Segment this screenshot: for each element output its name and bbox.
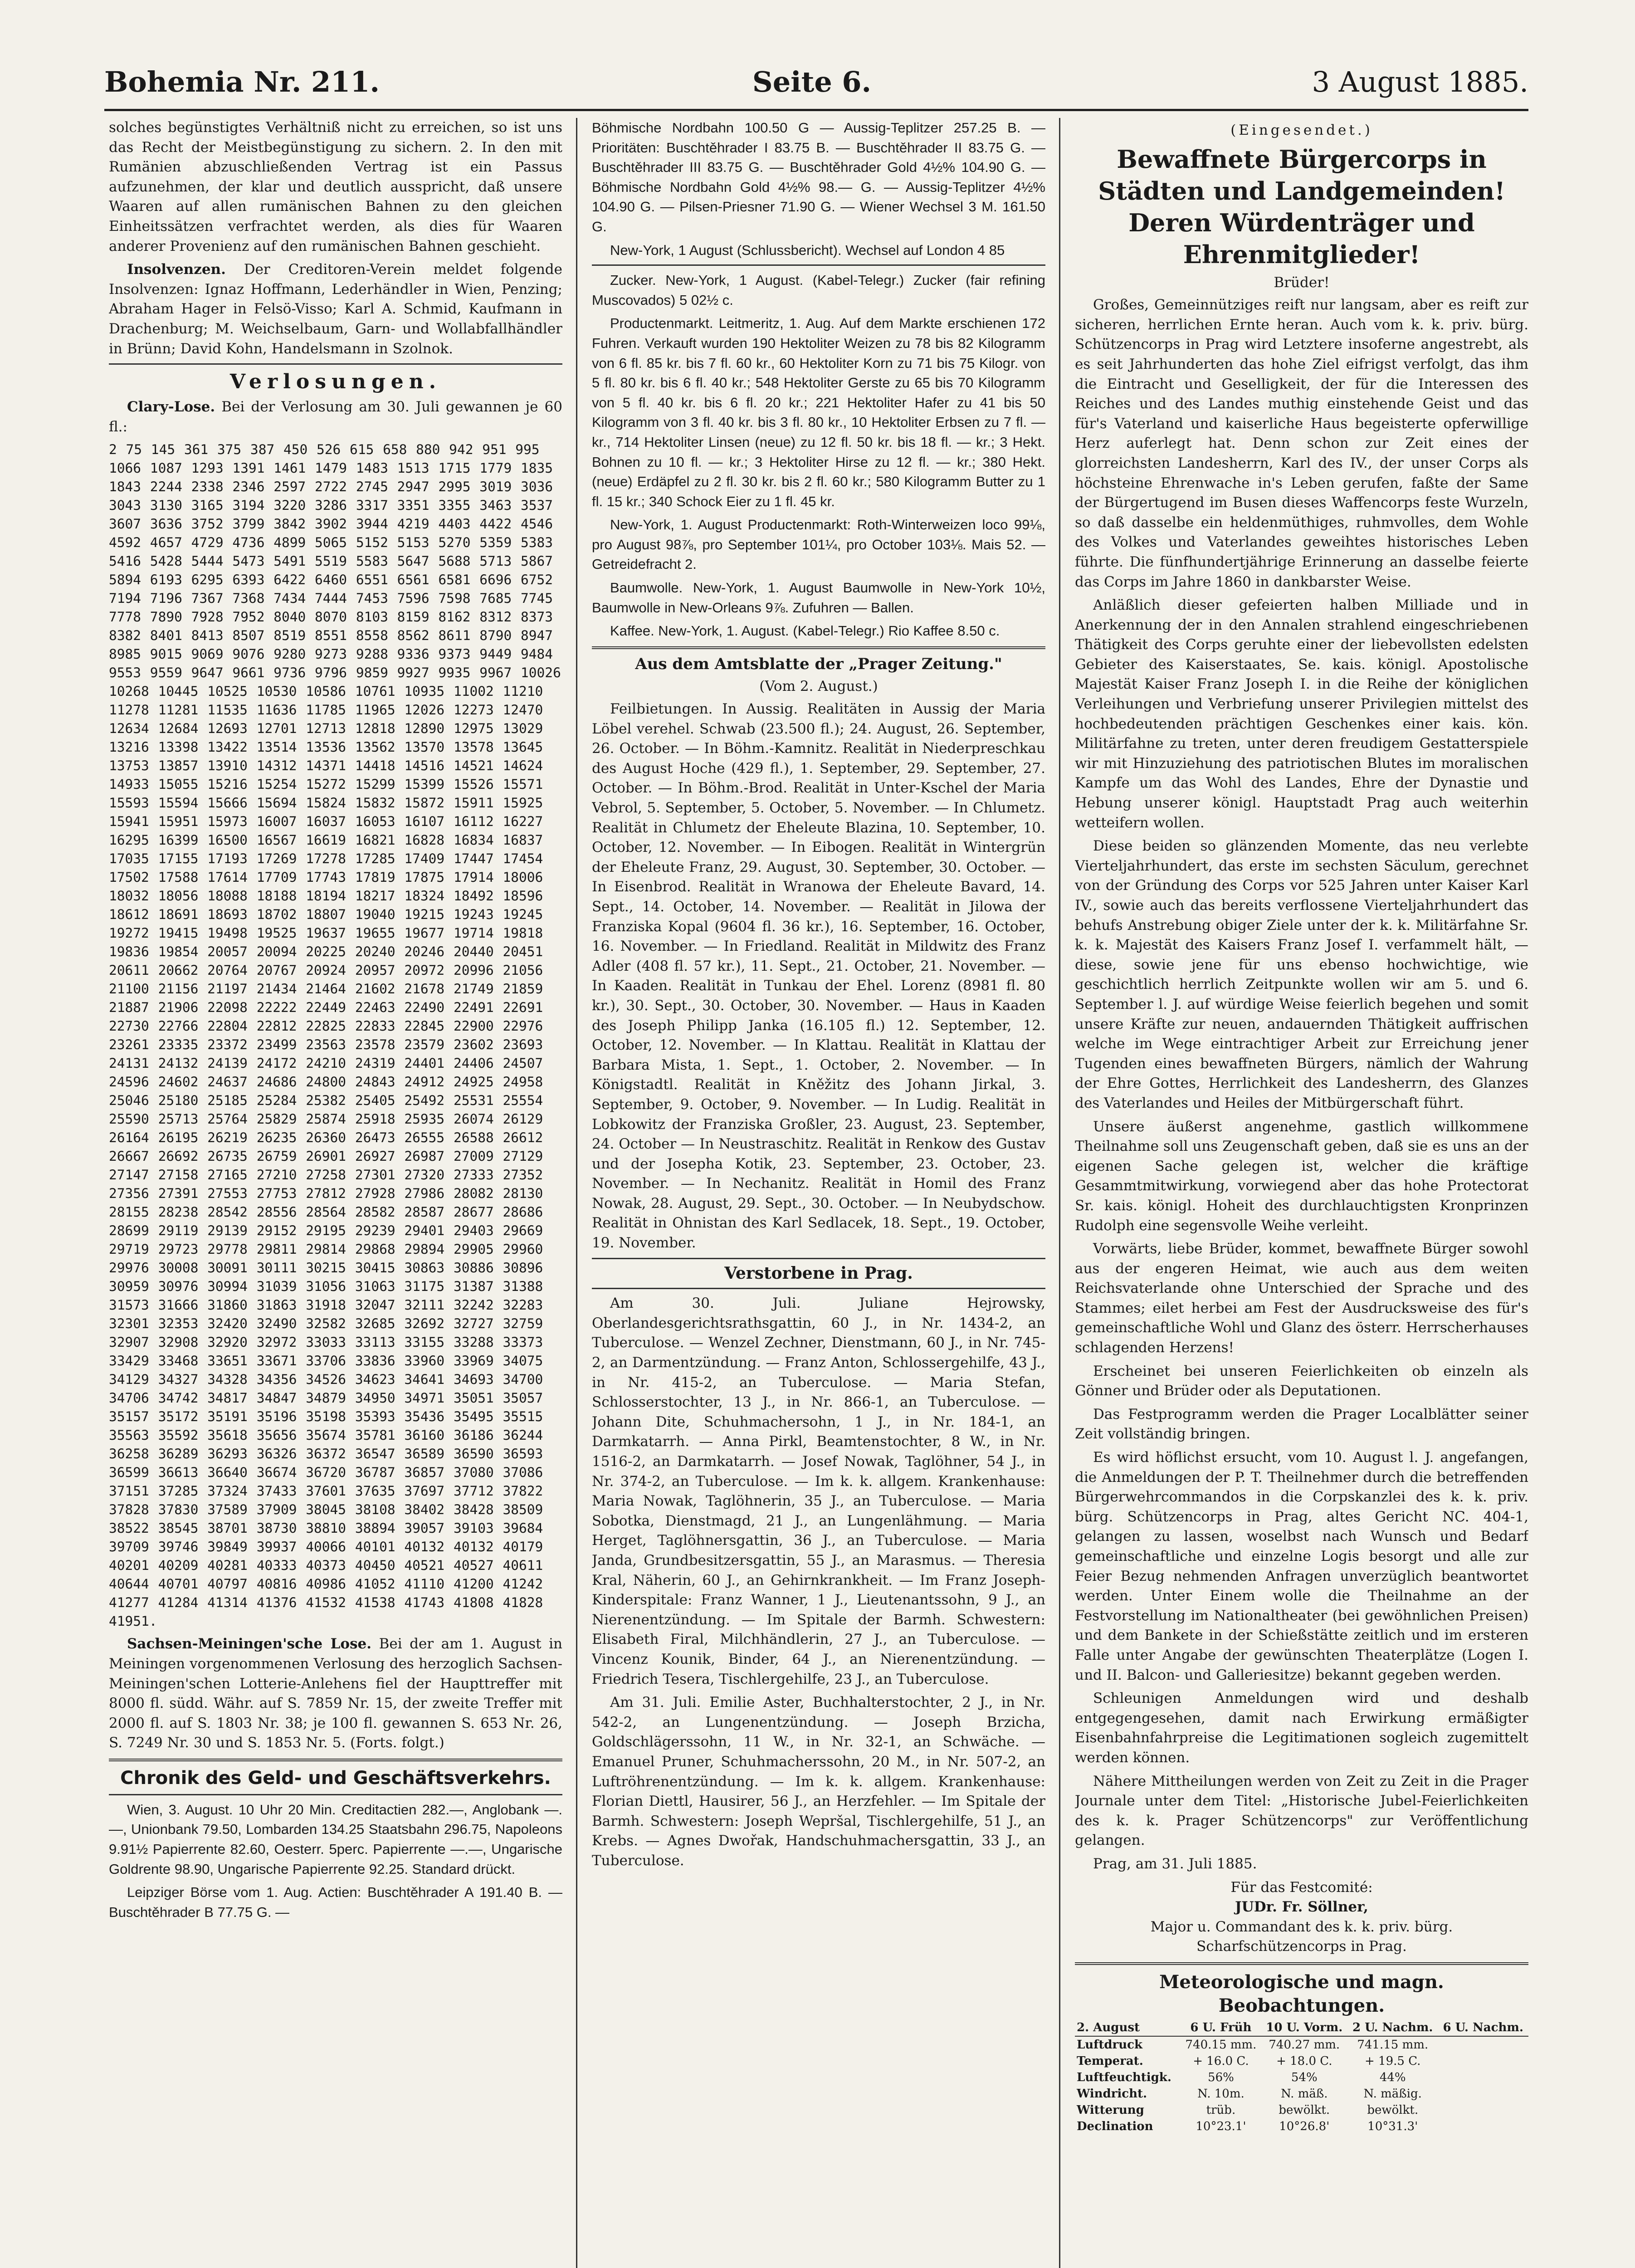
zucker-report: Zucker. New-York, 1 August. (Kabel-Telegr.) Zucker (fair refining Muscovados) 5 02½ c. [592, 272, 1045, 308]
amtsblatt-subtitle: (Vom 2. August.) [759, 678, 878, 695]
appeal-paragraph-3: Diese beiden so glänzenden Momente, das neu verlebte Vierteljahrhundert, das erste im sechsten Säculum, gerechnet von der Gründung des Corps vor 525 Jahren unter Kaiser Karl IV., sowie auch das bereits verflossene Vierteljahrhundert das behufs Anstrebung obiger Ziele unter der k. k. Militärfahne Sr. k. k. Majestät des Kaisers Franz Josef I. verfammelt hält, — diese, sowie jene für uns ebenso hochwichtige, wie geschichtlich herrlich Zeitpunkte wollen wir am 5. und 6. September l. J. auf würdige Weise feierlich begehen und somit unsere Kräfte zur neuen, andauernden Thätigkeit auffrischen welche im Wege eintrachtiger Arbeit zur Erreichung jener Tugenden eines bewaffneten Bürgers, nämlich der Wahrung der Ehre Gottes, Herrlichkeit des Landesherrn, des Glanzes des Vaterlandes und Heiles der Mitbürgerschaft führt. [1075, 838, 1528, 1111]
boerse-continued: Böhmische Nordbahn 100.50 G — Aussig-Teplitzer 257.25 B. — Prioritäten: Buschtěhrader I 83.75 B. — Buschtěhrader II 83.75 G. — Buschtěhrader III 83.75 G. — Buschtěhrader Gold 4½% 104.90 G. — Böhmische Nordbahn Gold 4½% 98.— G. — Aussig-Teplitzer 4½% 104.90 G. — Pilsen-Priesner 71.90 G. — Wiener Wechsel 3 M. 161.50 G. [592, 120, 1045, 235]
masthead-left: Bohemia Nr. 211. [104, 65, 380, 98]
appeal-title: Bewaffnete Bürgercorps in Städten und Landgemeinden! [1098, 144, 1505, 205]
table-cell: trüb. [1206, 2103, 1236, 2117]
clary-paragraph [109, 397, 562, 437]
appeal-subtitle: Deren Würdenträger und Ehrenmitglieder! [1128, 208, 1475, 269]
divider [109, 1759, 562, 1761]
page-number: Seite 6. [752, 65, 872, 98]
newspaper-page [104, 59, 1528, 2268]
signature-for: Für das Festcomité: [1230, 1879, 1373, 1896]
table-cell: Temperat. [1077, 2054, 1143, 2068]
table-cell [1438, 2102, 1528, 2118]
appeal-paragraph-10: Nähere Mittheilungen werden von Zeit zu Zeit in die Prager Journale unter dem Titel: „Historische Jubel-Feierlichkeiten des k. k. Prager Schützencorps" zur Veröffentlichung gelangen. [1075, 1773, 1528, 1849]
table-row [1075, 2053, 1528, 2069]
verstorbene-30-juli: Am 30. Juli. Juliane Hejrowsky, Oberlandesgerichtsrathsgattin, 60 J., in Nr. 1434-2, an Tuberculose. — Wenzel Zechner, Dienstmann, 60 J., in Nr. 745-2, an Darmentzündung. — Franz Anton, Schlossergehilfe, 43 J., in Nr. 415-2, an Tuberculose. — Maria Stefan, Schlosserstochter, 13 J., in Nr. 866-1, an Tuberculose. — Johann Dite, Schuhmachersohn, 1 J., in Nr. 184-1, an Darmkatarrh. — Anna Pirkl, Beamtenstochter, 8 W., in Nr. 1516-2, an Darmkatarrh. — Josef Nowak, Taglöhner, 54 J., in Nr. 374-2, an Tuberculose. — Im k. k. allgem. Krankenhause: Maria Nowak, Taglöhnerin, 35 J., an Tuberculose. — Maria Sobotka, Dienstmagd, 21 J., an Lungenlähmung. — Maria Herget, Taglöhnersgattin, 36 J., an Tuberculose. — Maria Janda, Grundbesitzersgattin, 55 J., an Marasmus. — Theresia Kral, Näherin, 60 J., an Gehirnkrankheit. — Im Franz Joseph-Kinderspitale: Franz Wanner, 1 J., Lieutenantssohn, 9 J., an Nierenentzündung. — Im Spitale der Barmh. Schwestern: Elisabeth Firal, Milchhändlerin, 27 J., an Tuberculose. — Vincenz Kounik, Binder, 64 J., an Nierenentzündung. — Friedrich Tesera, Tischlergehilfe, 23 J., an Tuberculose. [592, 1295, 1045, 1687]
table-cell: Windricht. [1077, 2087, 1147, 2101]
table-cell: 10°23.1' [1196, 2119, 1246, 2133]
table-cell: 54% [1291, 2070, 1318, 2084]
table-cell: N. 10m. [1197, 2087, 1245, 2101]
appeal-paragraph-2: Anläßlich dieser gefeierten halben Milliade und in Anerkennung der in den Annalen strahlend eingeschriebenen Thätigkeit des Corps geruhte einer der liebevollsten edelsten Gebieter des Kaiserstaates, Se. kais. königl. Apostolische Majestät Kaiser Franz Joseph I. in die Reihe der königlichen Verleihungen und Verbriefung unserer Privilegien mittelst des hochbedeutenden prächtigen Geschenkes einer kais. kön. Militärfahne zu treten, unter deren freudigem Gestatterspiele wir mit Hinzuziehung des patriotischen Blutes im moralischen Kampfe um das Wohl des Landes, Ehre der Dynastie und Hebung unserer königl. Hauptstadt Prag auch weiterhin wetteifern wollen. [1075, 597, 1528, 831]
table-header: 2. August [1075, 2019, 1181, 2036]
page-header [104, 59, 1528, 111]
appeal-paragraph-9: Schleunigen Anmeldungen wird und deshalb entgegengesehen, damit nach Erwirkung ermäßigter Eisenbahnfahrpreise die Legitimationen sogleich zugemittelt werden können. [1075, 1690, 1528, 1766]
intro-paragraph: solches begünstigtes Verhältniß nicht zu erreichen, so ist uns das Recht der Meistbegünstigung zu sichern. 2. In den mit Rumänien abzuschließenden Vertrag ist ein Passus aufzunehmen, der klar und deutlich ausspricht, daß unsere Waaren auf allen rumänischen Bahnen zu den gleichen Einheitssätzen verfrachtet werden, als dies für Waaren anderer Provenienz auf den rumänischen Bahnen geschieht. [109, 119, 562, 254]
table-cell: Witterung [1077, 2103, 1144, 2117]
column-3 [1075, 118, 1528, 2268]
table-header: 6 U. Nachm. [1438, 2019, 1528, 2036]
table-cell: N. mäß. [1281, 2087, 1328, 2101]
signature-title: Major u. Commandant des k. k. priv. bürg. Scharfschützencorps in Prag. [1150, 1918, 1453, 1955]
amtsblatt-title: Aus dem Amtsblatte der „Prager Zeitung." [635, 655, 1002, 673]
table-row [1075, 2102, 1528, 2118]
verstorbene-title: Verstorbene in Prag. [724, 1263, 913, 1283]
verstorbene-31-juli: Am 31. Juli. Emilie Aster, Buchhalterstochter, 2 J., in Nr. 542-2, an Lungenentzündung. — Joseph Brzicha, Goldschlägerssohn, 11 W., in Nr. 32-1, an Schwäche. — Emanuel Pruner, Schuhmacherssohn, 20 M., in Nr. 507-2, an Luftröhrenentzündung. — Im k. k. allgem. Krankenhause: Florian Diettl, Hausirer, 56 J., an Herzfehler. — Im Spitale der Barmh. Schwestern: Joseph Wepršal, Tischlergehilfe, 51 J., an Krebs. — Agnes Dwořak, Handschuhmachersgattin, 33 J., an Tuberculose. [592, 1694, 1045, 1869]
table-cell: + 19.5 C. [1365, 2054, 1421, 2068]
insolvenzen-text: Der Creditoren-Verein meldet folgende Insolvenzen: Ignaz Hoffmann, Lederhändler in Wien, Penzing; Abraham Hager in Felsö-Visso; Karl A. Schmid, Kaufmann in Drachenburg; M. Weichselbaum, Garn- und Wollabfallhändler in Brünn; David Kohn, Handelsmann in Szolnok. [109, 261, 562, 357]
table-row [1075, 2036, 1528, 2053]
kaffee-report: Kaffee. New-York, 1. August. (Kabel-Telegr.) Rio Kaffee 8.50 c. [610, 623, 1000, 639]
appeal-paragraph-4: Unsere äußerst angenehme, gastlich willkommene Theilnahme soll uns Zeugenschaft geben, daß sie es uns an der eigenen Sache gelegen ist, welcher die kräftige Gesammtmitwirkung, vorwiegend aber das hohe Protectorat Sr. kais. königl. Hoheit des durchlauchtigsten Kronprinzen Rudolph eine segensvolle Weihe verleiht. [1075, 1118, 1528, 1234]
table-cell: Declination [1077, 2119, 1153, 2133]
divider [109, 1794, 562, 1795]
divider [592, 264, 1045, 266]
chronik-title: Chronik des Geld- und Geschäftsverkehrs. [120, 1767, 551, 1789]
appeal-paragraph-5: Vorwärts, liebe Brüder, kommet, bewaffnete Bürger sowohl aus der engeren Heimat, wie auch aus dem weiten Reichsvaterlande ohne Unterschied der Sprache und des Stammes; eilet herbei am Fest der Ausdrucksweise des für's gemeinschaftliche Wohl und Glanz des österr. Herrscherhauses schlagenden Herzens! [1075, 1241, 1528, 1356]
insolvenzen-label: Insolvenzen. [127, 261, 226, 278]
table-cell [1438, 2069, 1528, 2086]
meteorology-table [1075, 2019, 1528, 2135]
table-cell: Luftfeuchtigk. [1077, 2070, 1171, 2084]
table-cell [1438, 2053, 1528, 2069]
table-cell: + 18.0 C. [1276, 2054, 1332, 2068]
table-cell [1438, 2036, 1528, 2053]
greeting: Brüder! [1274, 274, 1330, 291]
sachsen-paragraph [109, 1634, 562, 1753]
table-cell [1438, 2118, 1528, 2135]
table-header-row [1075, 2019, 1528, 2036]
table-row [1075, 2118, 1528, 2135]
appeal-paragraph-7: Das Festprogramm werden die Prager Localblätter seiner Zeit vollständig bringen. [1075, 1406, 1528, 1442]
table-header: 2 U. Nachm. [1347, 2019, 1438, 2036]
table-cell: 740.27 mm. [1269, 2038, 1340, 2052]
issue-date: 3 August 1885. [1312, 65, 1528, 98]
table-cell: 10°26.8' [1279, 2119, 1330, 2133]
table-cell: + 16.0 C. [1193, 2054, 1249, 2068]
verlosungen-title: Verlosungen. [229, 370, 442, 394]
appeal-paragraph-8: Es wird höflichst ersucht, vom 10. August l. J. angefangen, die Anmeldungen der P. T. Theilnehmer durch die betreffenden Bürgerwehrcommandos in die Corpskanzlei des k. k. priv. bürg. Schützencorps in Prag, altes Gericht NC. 404-1, gelangen zu lassen, woselbst nach Wunsch und Bedarf gemeinschaftliche und einzelne Logis besorgt und alle zur Feier Bezug nehmenden Anfragen unverzüglich beantwortet werden. Unter Einem wolle die Theilnahme an der Festvorstellung im Nationaltheater (bei gewöhnlichen Preisen) und dem Bankete in der Schießstätte zeitlich und im ersteren Falle unter Angabe der gewünschten Theaterplätze (Logen I. und II. Balcon- und Galleriesitze) bekannt gegeben werden. [1075, 1449, 1528, 1683]
table-cell: 10°31.3' [1367, 2119, 1418, 2133]
column-1 [109, 118, 562, 2268]
column-rule-2 [1059, 118, 1060, 2268]
baumwolle-report: Baumwolle. New-York, 1. August Baumwolle in New-York 10½, Baumwolle in New-Orleans 9⅞. Zufuhren — Ballen. [592, 580, 1045, 616]
table-cell: 740.15 mm. [1185, 2038, 1257, 2052]
column-rule-1 [576, 118, 577, 2268]
newyork-products: New-York, 1. August Productenmarkt: Roth-Winterweizen loco 99⅛, pro August 98⅞, pro September 101¼, pro October 103⅛. Mais 52. — Getreidefracht 2. [592, 517, 1045, 572]
appeal-paragraph-6: Erscheinet bei unseren Feierlichkeiten ob einzeln als Gönner und Brüder oder als Deputationen. [1075, 1363, 1528, 1399]
productenmarkt-report: Productenmarkt. Leitmeritz, 1. Aug. Auf dem Markte erschienen 172 Fuhren. Verkauft wurden 190 Hektoliter Weizen zu 78 bis 82 Kilogramm von 6 fl. 85 kr. bis 7 fl. 60 kr., 60 Hektoliter Korn zu 71 bis 75 Kilogr. von 5 fl. 80 kr. bis 6 fl. 40 kr.; 548 Hektoliter Gerste zu 65 bis 70 Kilogramm von 5 fl. 40 kr. bis 6 fl. 20 kr.; 221 Hektoliter Hafer zu 41 bis 50 Kilogramm von 3 fl. 40 kr. bis 3 fl. 80 kr., 10 Hektoliter Erbsen zu 7 fl. — kr., 714 Hektoliter Linsen (neue) zu 12 fl. 50 kr. bis 18 fl. — kr.; 3 Hekt. Bohnen zu 10 fl. — kr.; 3 Hektoliter Hirse zu 12 fl. — kr.; 380 Hekt. (neue) Erdäpfel zu 2 fl. 30 kr. bis 2 fl. 60 kr.; 580 Kilogramm Butter zu 1 fl. 15 kr.; 340 Schock Eier zu 1 fl. 45 kr. [592, 315, 1045, 509]
clary-label: Clary-Lose. [127, 399, 215, 415]
table-row [1075, 2069, 1528, 2086]
table-cell: bewölkt. [1279, 2103, 1330, 2117]
divider [592, 1258, 1045, 1259]
appeal-paragraph-1: Großes, Gemeinnütziges reift nur langsam, aber es reift zur sicheren, herrlichen Ernte heran. Auch vom k. k. priv. bürg. Schützencorps in Prag wird Letztere insoferne angestrebt, als es seit Jahrhunderten das hohe Ziel eifrigst verfolgt, das ihm die Eintracht und Geselligkeit, der für die Interessen des Reiches und des Landes muthig einstehende Geist und das für's Vaterland und kaiserliche Haus begeisterte opferwillige Herz auferlegt hat. Denn schon zur Zeit eines der glorreichsten Landesherrn, Karl des IV., der unser Corps als höchsteine Ehrenwache in's Leben gerufen, faßte der Same der Bürgertugend im Busen dieses Waffencorps feste Wurzeln, so daß dasselbe ein heldenmüthiges, ruhmvolles, dem Wohle des Volkes und Vaterlandes geweihtes historisches Leben führte. Die fünfhundertjährige Erinnerung an dasselbe feierte das Corps im Jahre 1860 in dankbarster Weise. [1075, 297, 1528, 590]
table-cell: Luftdruck [1077, 2038, 1143, 2052]
divider [592, 1288, 1045, 1289]
sachsen-label: Sachsen-Meiningen'sche Lose. [127, 1636, 372, 1652]
table-cell: 741.15 mm. [1357, 2038, 1429, 2052]
eingesendet-label: (Eingesendet.) [1230, 122, 1373, 138]
signature-name: JUDr. Fr. Söllner, [1235, 1899, 1368, 1916]
table-row [1075, 2086, 1528, 2102]
table-cell: bewölkt. [1367, 2103, 1419, 2117]
clary-intro: Bei der Verlosung am 30. Juli gewannen je 60 fl.: [109, 399, 562, 435]
insolvenzen-paragraph [109, 260, 562, 359]
column-2 [592, 118, 1045, 2268]
divider [592, 646, 1045, 649]
table-header: 6 U. Früh [1181, 2019, 1261, 2036]
sachsen-text: Bei der am 1. August in Meiningen vorgenommenen Verlosung des herzoglich Sachsen-Meiningen'schen Lotterie-Anlehens fiel der Haupttreffer mit 8000 fl. südd. Währ. auf S. 7859 Nr. 15, der zweite Treffer mit 2000 fl. auf S. 1803 Nr. 38; je 100 fl. gewannen S. 653 Nr. 26, S. 7249 Nr. 30 und S. 1853 Nr. 5. (Forts. folgt.) [109, 1636, 562, 1751]
divider [109, 363, 562, 365]
meteorology-title: Meteorologische und magn. Beobachtungen. [1159, 1971, 1444, 2016]
signature-date: Prag, am 31. Juli 1885. [1093, 1855, 1257, 1872]
leipziger-report: Leipziger Börse vom 1. Aug. Actien: Buschtěhrader A 191.40 B. — Buschtěhrader B 77.75 G. — [109, 1884, 562, 1920]
amtsblatt-text: Feilbietungen. In Aussig. Realitäten in Aussig der Maria Löbel verehel. Schwab (23.500 fl.); 24. August, 26. September, 26. October. — In Böhm.-Kamnitz. Realität in Niederpreschkau des August Hoche (429 fl.), 1. September, 29. September, 27. October. — In Böhm.-Brod. Realität in Unter-Kschel der Maria Vebrol, 5. September, 5. October, 5. November. — In Chlumetz. Realität in Chlumetz der Eheleute Blazina, 10. September, 10. October, 12. November. — In Eibogen. Realität in Wintergrün der Eheleute Franz, 29. August, 30. September, 30. October. — In Eisenbrod. Realität in Wranowa der Eheleute Bavard, 14. Sept., 14. October, 14. November. — Realität in Jilowa der Franziska Kopal (9604 fl. 36 kr.), 16. September, 16. October, 16. November. — In Friedland. Realität in Mildwitz des Franz Adler (408 fl. 57 kr.), 11. Sept., 21. October, 21. November. — In Kaaden. Realität in Tunkau der Ehel. Lorenz (8981 fl. 80 kr.), 30. Sept., 30. October, 30. November. — Haus in Kaaden des Joseph Philipp Janka (16.105 fl.) 12. September, 12. October, 12. November. — In Klattau. Realität in Klattau der Barbara Mista, 1. Sept., 1. October, 2. November. — In Königstadtl. Realität in Kněžitz des Johann Jirkal, 3. September, 9. October, 9. November. — In Ludig. Realität in Lobkowitz der Franziska Großler, 23. August, 23. September, 24. October — In Neustraschitz. Realität in Renkow des Gustav und der Josepha Kotik, 23. September, 23. October, 23. November. — In Nechanitz. Realität in Homil des Franz Nowak, 28. August, 29. Sept., 30. October. — In Neubydschow. Realität in Ohnistan des Karl Sedlacek, 18. Sept., 19. October, 19. November. [592, 701, 1045, 1251]
table-cell [1438, 2086, 1528, 2102]
divider [1075, 1962, 1528, 1965]
table-cell: N. mäßig. [1363, 2087, 1422, 2101]
table-cell: 44% [1379, 2070, 1406, 2084]
clary-number-list: 2 75 145 361 375 387 450 526 615 658 880 942 951 995 1066 1087 1293 1391 1461 1479 1483 1513 1715 1779 1835 1843 2244 2338 2346 2597 2722 2745 2947 2995 3019 3036 3043 3130 3165 3194 3220 3286 3317 3351 3355 3463 3537 3607 3636 3752 3799 3842 3902 3944 4219 4403 4422 4546 4592 4657 4729 4736 4899 5065 5152 5153 5270 5359 5383 5416 5428 5444 5473 5491 5519 5583 5647 5688 5713 5867 5894 6193 6295 6393 6422 6460 6551 6561 6581 6696 6752 7194 7196 7367 7368 7434 7444 7453 7596 7598 7685 7745 7778 7890 7928 7952 8040 8070 8103 8159 8162 8312 8373 8382 8401 8413 8507 8519 8551 8558 8562 8611 8790 8947 8985 9015 9069 9076 9280 9273 9288 9336 9373 9449 9484 9553 9559 9647 9661 9736 9796 9859 9927 9935 9967 10026 10268 10445 10525 10530 10586 10761 10935 11002 11210 11278 11281 11535 11636 11785 11965 12026 12273 12470 12634 12684 12693 12701 12713 12818 12890 12975 13029 13216 13398 13422 13514 13536 13562 13570 13578 13645 13753 13857 13910 14312 14371 14418 14516 14521 14624 14933 15055 15216 15254 15272 15299 15399 15526 15571 15593 15594 15666 15694 15824 15832 15872 15911 15925 15941 15951 15973 16007 16037 16053 16107 16112 16227 16295 16399 16500 16567 16619 16821 16828 16834 16837 17035 17155 17193 17269 17278 17285 17409 17447 17454 17502 17588 17614 17709 17743 17819 17875 17914 18006 18032 18056 18088 18188 18194 18217 18324 18492 18596 18612 18691 18693 18702 18807 19040 19215 19243 19245 19272 19415 19498 19525 19637 19655 19677 19714 19818 19836 19854 20057 20094 20225 20240 20246 20440 20451 20611 20662 20764 20767 20924 20957 20972 20996 21056 21100 21156 21197 21434 21464 21602 21678 21749 21859 21887 21906 22098 22222 22449 22463 22490 22491 22691 22730 22766 22804 22812 22825 22833 22845 22900 22976 23261 23335 23372 23499 23563 23578 23579 23602 23693 24131 24132 24139 24172 24210 24319 24401 24406 24507 24596 24602 24637 24686 24800 24843 24912 24925 24958 25046 25180 25185 25284 25382 25405 25492 25531 25554 25590 25713 25764 25829 25874 25918 25935 26074 26129 26164 26195 26219 26235 26360 26473 26555 26588 26612 26667 26692 26735 26759 26901 26927 26987 27009 27129 27147 27158 27165 27210 27258 27301 27320 27333 27352 27356 27391 27553 27753 27812 27928 27986 28082 28130 28155 28238 28542 28556 28564 28582 28587 28677 28686 28699 29119 29139 29152 29195 29239 29401 29403 29669 29719 29723 29778 29811 29814 29868 29894 29905 29960 29976 30008 30091 30111 30215 30415 30863 30886 30896 30959 30976 30994 31039 31056 31063 31175 31387 31388 31573 31666 31860 31863 31918 32047 32111 32242 32283 32301 32353 32420 32490 32582 32685 32692 32727 32759 32907 32908 32920 32972 33033 33113 33155 33288 33373 33429 33468 33651 33671 33706 33836 33960 33969 34075 34129 34327 34328 34356 34526 34623 34641 34693 34700 34706 34742 34817 34847 34879 34950 34971 35051 35057 35157 35172 35191 35196 35198 35393 35436 35495 35515 35563 35592 35618 35656 35674 35781 36160 36186 36244 36258 36289 36293 36326 36372 36547 36589 36590 36593 36599 36613 36640 36674 36720 36787 36857 37080 37086 37151 37285 37324 37433 37601 37635 37697 37712 37822 37828 37830 37589 37909 38045 38108 38402 38428 38509 38522 38545 38701 38730 38810 38894 39057 39103 39684 39709 39746 39849 39937 40066 40101 40132 40132 40179 40201 40209 40281 40333 40373 40450 40521 40527 40611 40644 40701 40797 40816 40986 41052 41110 41200 41242 41277 41284 41314 41376 41532 41538 41743 41808 41828 41951. [109, 442, 561, 1629]
newyork-wechsel: New-York, 1 August (Schlussbericht). Wechsel auf London 4 85 [610, 242, 1005, 258]
table-cell: 56% [1208, 2070, 1234, 2084]
table-header: 10 U. Vorm. [1261, 2019, 1347, 2036]
wien-report: Wien, 3. August. 10 Uhr 20 Min. Creditactien 282.—, Anglobank —.—, Unionbank 79.50, Lombarden 134.25 Staatsbahn 296.75, Napoleons 9.91½ Papierrente 82.60, Oesterr. 5perc. Papierrente —.—, Ungarische Goldrente 98.90, Ungarische Papierrente 92.25. Standard drückt. [109, 1801, 562, 1877]
